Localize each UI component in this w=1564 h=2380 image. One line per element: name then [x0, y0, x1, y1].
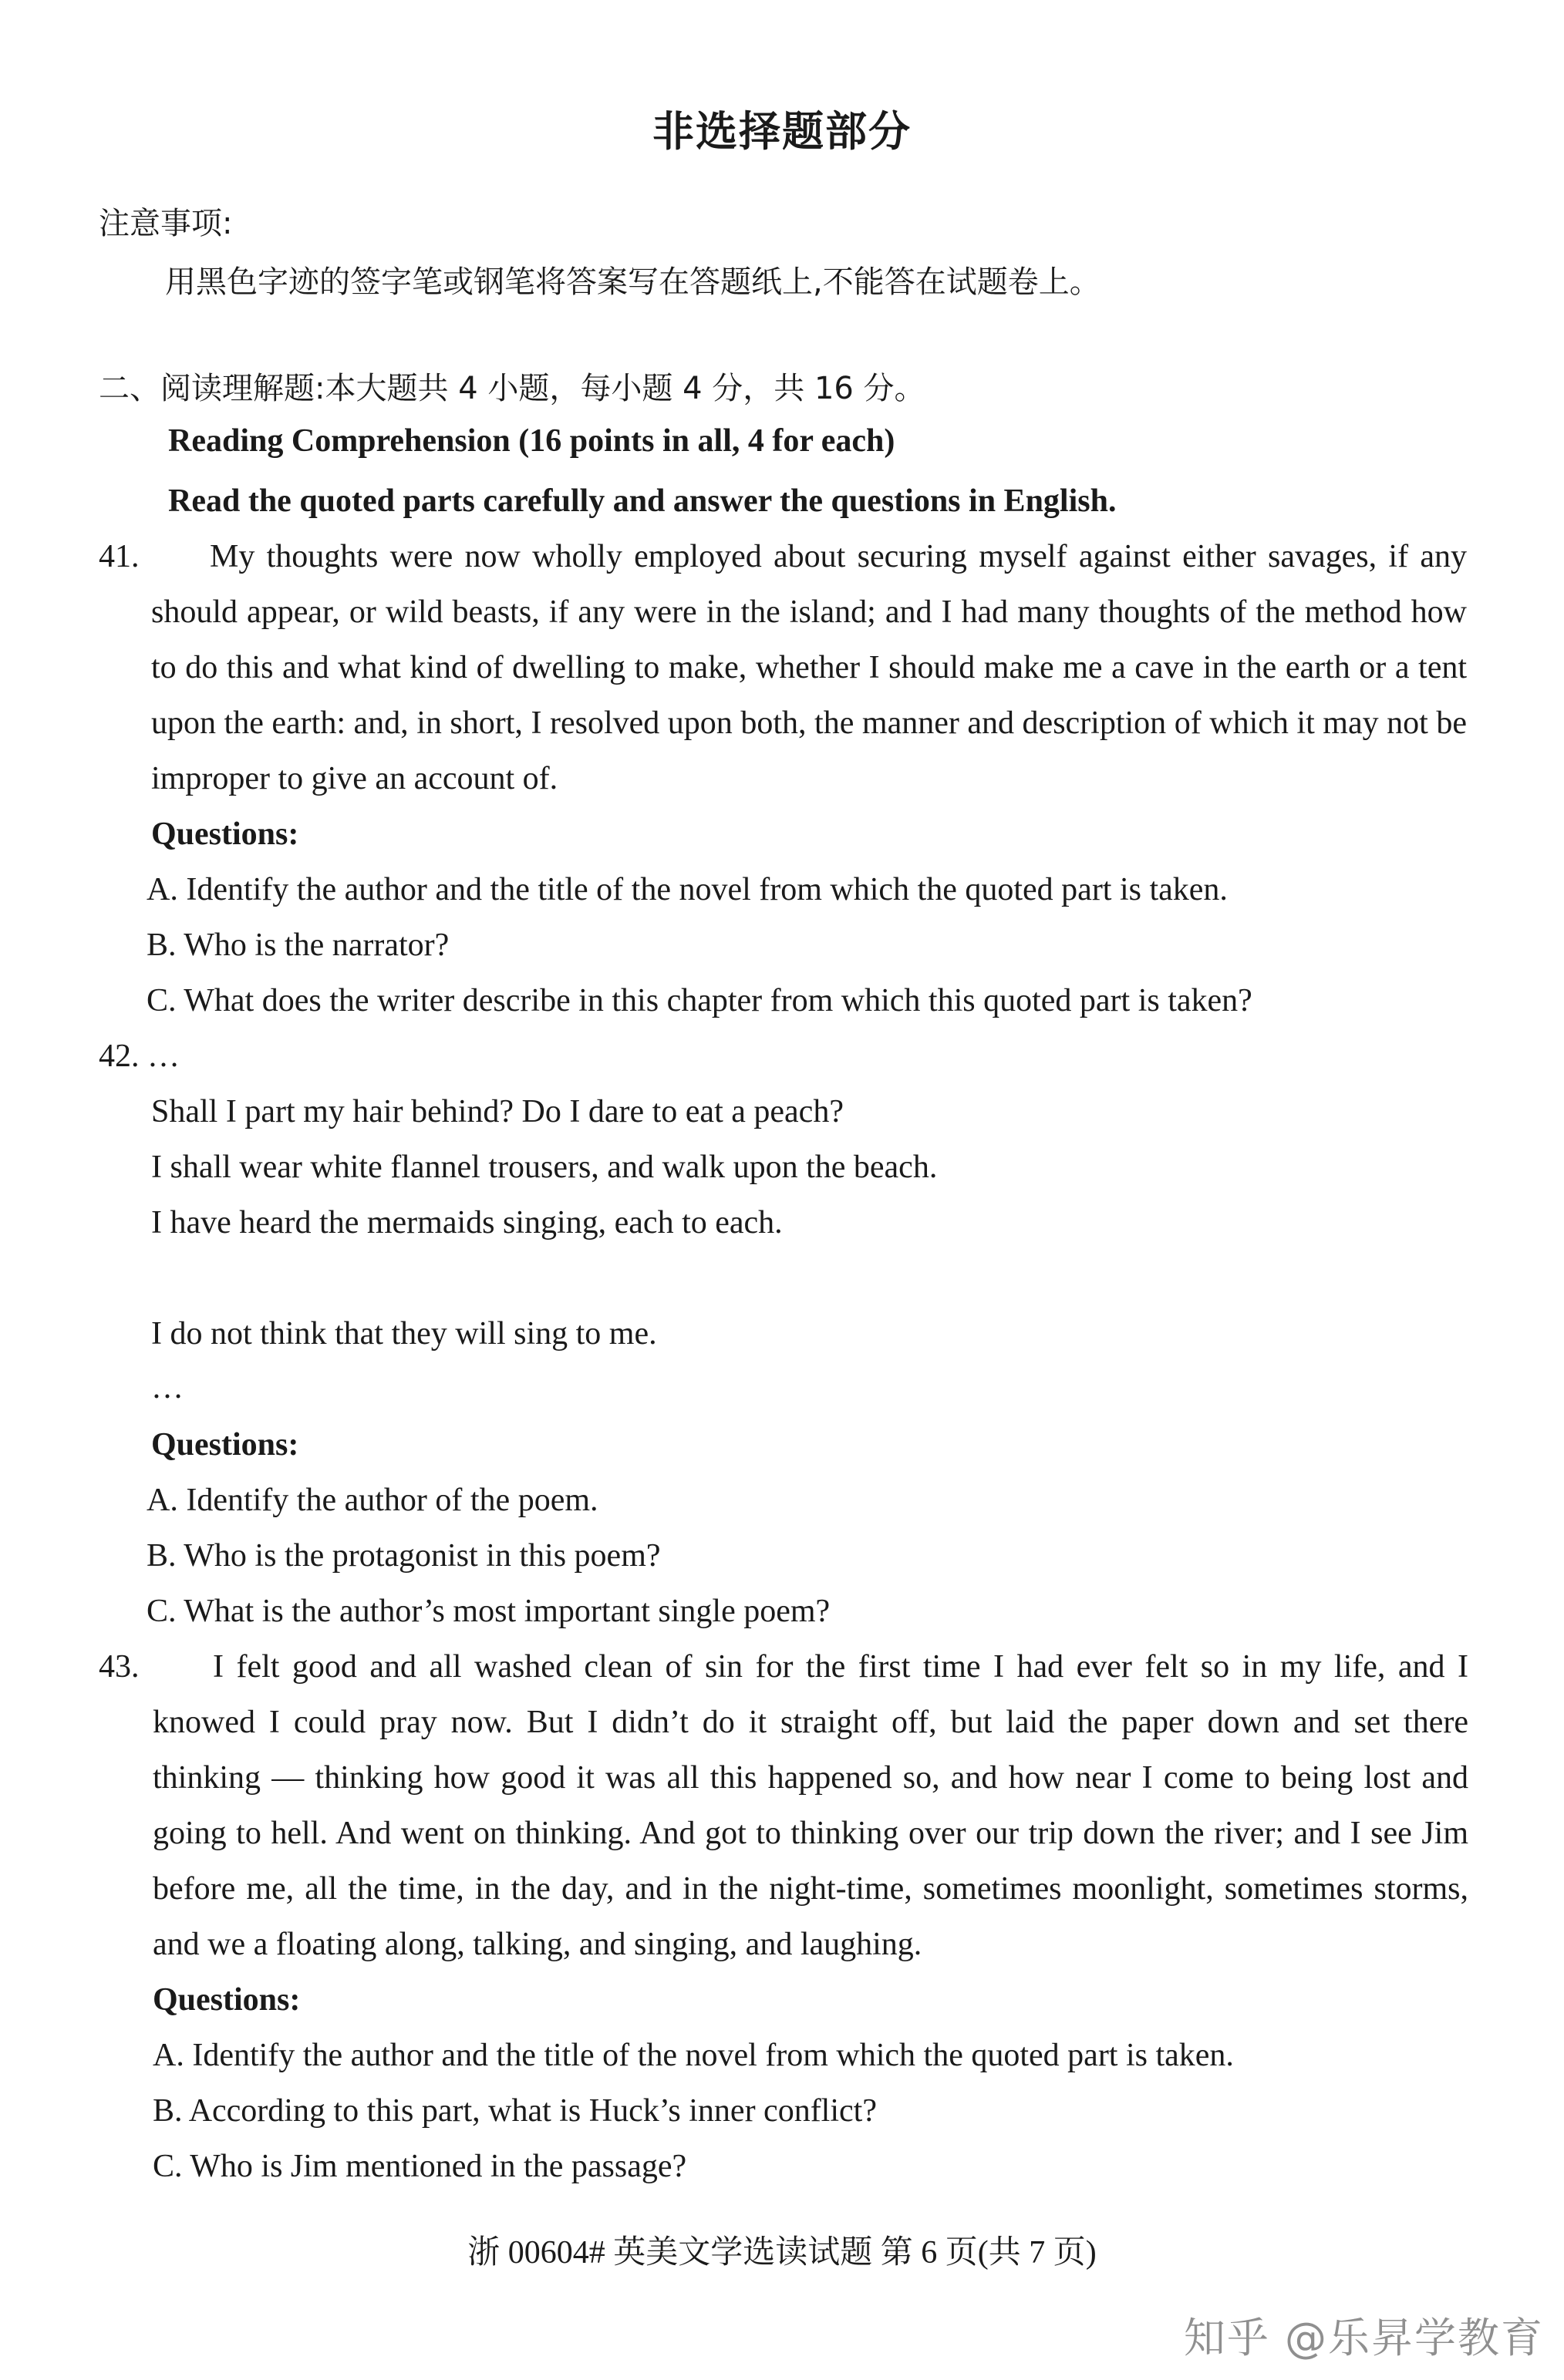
question-43-passage: I felt good and all washed clean of sin for the first time I had ever felt so in my life, and I knowed I could pray now. But I didn’t do it straight off, but laid the paper down and set there thinking — thinking how good it was all this happened so, and how near I come to being lost and going to hell. And went on thinking. And got to thinking over our trip down the river; and I see Jim before me, all the time, in the day, and in the night-time, sometimes moonlight, sometimes storms, and we a floating along, talking, and singing, and laughing. [153, 1649, 1468, 1962]
part-two-heading: 二、阅读理解题:本大题共 4 小题，每小题 4 分，共 16 分。 [99, 371, 925, 406]
question-43-questions-label: Questions: [153, 1982, 301, 2018]
instruction-read-quoted-parts: Read the quoted parts carefully and answer the questions in English. [168, 483, 1117, 519]
question-41-passage: My thoughts were now wholly employed about securing myself against either savages, if any should appear, or wild beasts, if any were in the island; and I had many thoughts of the method how to do this and what kind of dwelling to make, whether I should make me a cave in the earth or a tent upon the earth: and, in short, I resolved upon both, the manner and description of which it may not be improper to give an account of. [151, 539, 1467, 796]
poem-line-1: Shall I part my hair behind? Do I dare to eat a peach? [151, 1094, 844, 1129]
question-42-b: B. Who is the protagonist in this poem? [147, 1538, 661, 1574]
poem-ellipsis: … [151, 1370, 184, 1405]
question-42-number: 42. … [99, 1039, 180, 1074]
question-42-a: A. Identify the author of the poem. [147, 1483, 598, 1518]
question-41-questions-label: Questions: [151, 816, 299, 852]
page-footer: 浙 00604# 英美文学选读试题 第 6 页(共 7 页) [467, 2235, 1097, 2271]
poem-line-2: I shall wear white flannel trousers, and walk upon the beach. [151, 1150, 938, 1185]
question-43-b: B. According to this part, what is Huck’s inner conflict? [153, 2093, 877, 2129]
question-43-a: A. Identify the author and the title of the novel from which the quoted part is taken. [153, 2038, 1234, 2073]
question-41-c: C. What does the writer describe in this chapter from which this quoted part is taken? [147, 983, 1252, 1018]
question-43-c: C. Who is Jim mentioned in the passage? [153, 2149, 687, 2184]
watermark: 知乎 @乐昇学教育 [1183, 2314, 1544, 2362]
question-42-c: C. What is the author’s most important single poem? [147, 1594, 831, 1629]
notice-text: 用黑色字迹的签字笔或钢笔将答案写在答题纸上,不能答在试题卷上。 [165, 264, 1101, 300]
question-41-a: A. Identify the author and the title of the novel from which the quoted part is taken. [147, 872, 1228, 907]
question-43-number: 43. [99, 1649, 140, 1685]
section-title: 非选择题部分 [652, 107, 912, 156]
question-41-number: 41. [99, 539, 140, 574]
poem-line-4: I do not think that they will sing to me. [151, 1316, 657, 1352]
instruction-reading-comprehension: Reading Comprehension (16 points in all, 4 for each) [168, 423, 895, 459]
poem-line-3: I have heard the mermaids singing, each to each. [151, 1205, 783, 1240]
question-42-questions-label: Questions: [151, 1427, 299, 1463]
question-41-b: B. Who is the narrator? [147, 927, 450, 963]
notice-heading: 注意事项: [99, 206, 233, 241]
